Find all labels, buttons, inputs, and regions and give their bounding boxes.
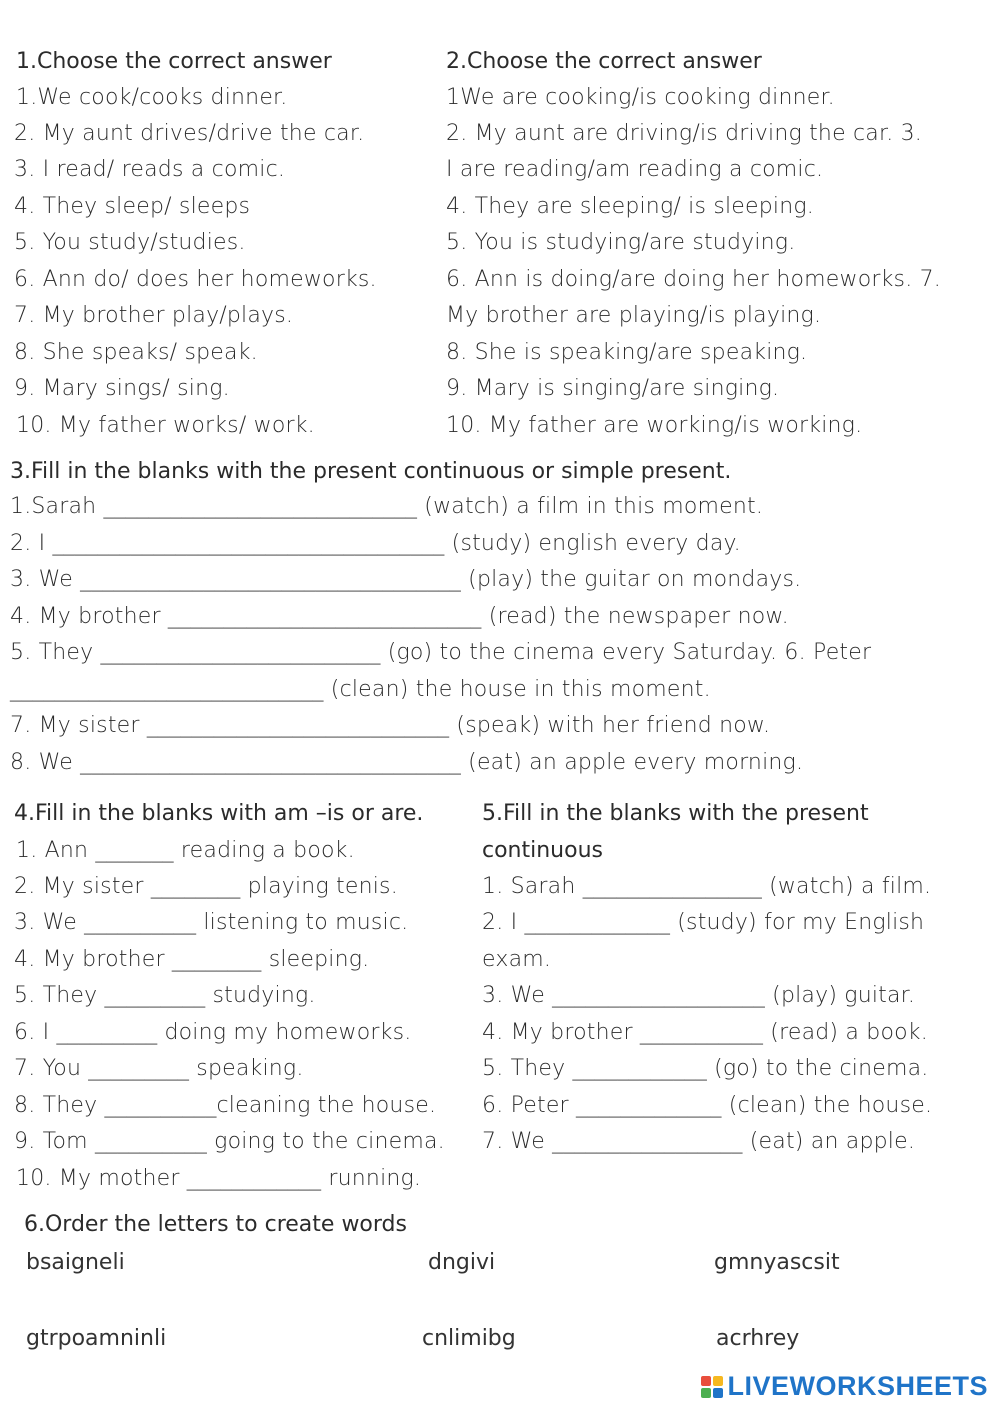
s2-line-2: 2. My aunt are driving/is driving the car. 3. [446,121,922,146]
s2-line-8: 8. She is speaking/are speaking. [446,340,808,365]
s1-item-9: 9. Mary sings/ sing. [14,376,230,401]
logo-mark-cell [713,1388,723,1398]
s5-line-4: 3. We ___________________ (play) guitar. [482,983,916,1008]
s4-item-5: 5. They _________ studying. [14,983,316,1008]
s2-line-7: My brother are playing/is playing. [446,303,822,328]
s1-item-4: 4. They sleep/ sleeps [14,194,251,219]
section-2-title: 2.Choose the correct answer [446,49,762,74]
scrambled-word-2: dngivi [428,1250,496,1275]
s5-line-1: 1. Sarah ________________ (watch) a film. [482,874,932,899]
s5-line-5: 4. My brother ___________ (read) a book. [482,1020,928,1045]
s3-line-8: 8. We __________________________________ (eat) an apple every morning. [10,750,804,775]
s4-item-8: 8. They __________cleaning the house. [14,1093,437,1118]
s2-line-1: 1We are cooking/is cooking dinner. [446,85,835,110]
liveworksheets-logo [701,1371,988,1402]
s4-item-3: 3. We __________ listening to music. [14,910,409,935]
s4-item-1: 1. Ann _______ reading a book. [16,838,355,863]
s1-item-10: 10. My father works/ work. [16,413,315,438]
s2-line-4: 4. They are sleeping/ is sleeping. [446,194,814,219]
scrambled-word-1: bsaigneli [26,1250,125,1275]
s2-line-5: 5. You is studying/are studying. [446,230,796,255]
s2-line-9: 9. Mary is singing/are singing. [446,376,780,401]
s5-line-8: 7. We _________________ (eat) an apple. [482,1129,916,1154]
section-5-title-cont: continuous [482,838,603,863]
s1-item-7: 7. My brother play/plays. [14,303,294,328]
logo-wordmark: LIVEWORKSHEETS [727,1371,988,1401]
s5-line-2: 2. I _____________ (study) for my English [482,910,925,935]
s2-line-10: 10. My father are working/is working. [446,413,863,438]
s1-item-3: 3. I read/ reads a comic. [14,157,286,182]
s4-item-10: 10. My mother ____________ running. [16,1166,422,1191]
s1-item-1: 1.We cook/cooks dinner. [16,85,288,110]
scrambled-word-5: cnlimibg [422,1326,516,1351]
s3-line-7: 7. My sister ___________________________ (speak) with her friend now. [10,713,771,738]
s2-line-6: 6. Ann is doing/are doing her homeworks. 7. [446,267,941,292]
s1-item-2: 2. My aunt drives/drive the car. [14,121,365,146]
s3-line-1: 1.Sarah ____________________________ (watch) a film in this moment. [10,494,764,519]
logo-mark-cell [701,1388,711,1398]
scrambled-word-6: acrhrey [716,1326,800,1351]
s4-item-4: 4. My brother ________ sleeping. [14,947,370,972]
s1-item-5: 5. You study/studies. [14,230,246,255]
section-4-title: 4.Fill in the blanks with am –is or are. [14,801,424,826]
scrambled-word-3: gmnyascsit [714,1250,840,1275]
s1-item-8: 8. She speaks/ speak. [14,340,258,365]
s3-line-6: ____________________________ (clean) the house in this moment. [10,677,711,702]
s4-item-7: 7. You _________ speaking. [14,1056,304,1081]
logo-mark-cell [713,1376,723,1386]
section-1-title: 1.Choose the correct answer [16,49,332,74]
s4-item-2: 2. My sister ________ playing tenis. [14,874,398,899]
s4-item-9: 9. Tom __________ going to the cinema. [14,1129,445,1154]
s3-line-4: 4. My brother ____________________________ (read) the newspaper now. [10,604,789,629]
logo-mark-cell [701,1376,711,1386]
s5-line-6: 5. They ____________ (go) to the cinema. [482,1056,929,1081]
s2-line-3: I are reading/am reading a comic. [446,157,824,182]
scrambled-word-4: gtrpoamninli [26,1326,167,1351]
s3-line-5: 5. They _________________________ (go) to the cinema every Saturday. 6. Peter [10,640,872,665]
s3-line-3: 3. We __________________________________ (play) the guitar on mondays. [10,567,802,592]
section-5-title: 5.Fill in the blanks with the present [482,801,869,826]
s4-item-6: 6. I _________ doing my homeworks. [14,1020,412,1045]
section-3-title: 3.Fill in the blanks with the present continuous or simple present. [10,459,732,484]
s5-line-3: exam. [482,947,552,972]
s3-line-2: 2. I ___________________________________ (study) english every day. [10,531,741,556]
s1-item-6: 6. Ann do/ does her homeworks. [14,267,377,292]
section-6-title: 6.Order the letters to create words [24,1212,407,1237]
logo-mark-icon [701,1376,723,1398]
s5-line-7: 6. Peter _____________ (clean) the house. [482,1093,933,1118]
